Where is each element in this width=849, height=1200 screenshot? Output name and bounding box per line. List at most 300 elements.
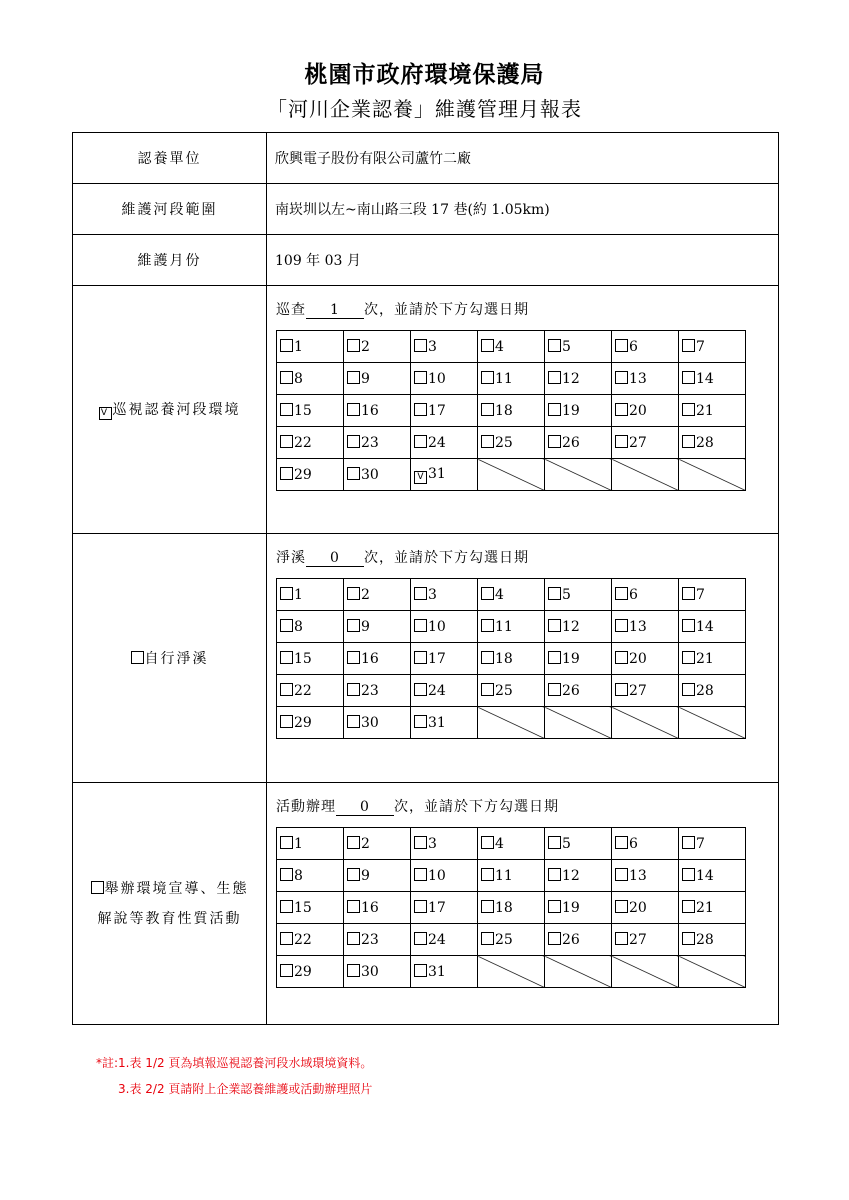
date-cell[interactable] [277, 924, 344, 956]
date-label: 19 [562, 402, 580, 419]
date-label: 27 [629, 434, 647, 451]
date-cell[interactable] [478, 363, 545, 395]
date-label: 14 [696, 618, 714, 635]
date-checkbox[interactable] [682, 371, 695, 384]
date-checkbox[interactable] [280, 339, 293, 352]
date-row [277, 924, 746, 956]
date-cell[interactable] [478, 611, 545, 643]
date-cell[interactable] [545, 395, 612, 427]
date-checkbox[interactable] [280, 715, 293, 728]
date-checkbox[interactable] [682, 683, 695, 696]
date-checkbox[interactable] [280, 900, 293, 913]
cleanup-count[interactable]: 0 [306, 551, 364, 567]
date-checkbox[interactable] [615, 932, 628, 945]
date-label: 9 [361, 370, 370, 387]
date-cell[interactable] [612, 579, 679, 611]
date-checkbox[interactable]: V [414, 471, 427, 484]
date-checkbox[interactable] [414, 339, 427, 352]
date-cell[interactable] [277, 675, 344, 707]
cleanup-label [73, 534, 267, 783]
date-checkbox[interactable] [548, 900, 561, 913]
date-label: 8 [294, 370, 303, 387]
date-checkbox[interactable] [548, 435, 561, 448]
date-cell[interactable] [411, 924, 478, 956]
date-cell[interactable] [612, 924, 679, 956]
date-checkbox[interactable] [548, 836, 561, 849]
date-label: 2 [361, 586, 370, 603]
date-cell[interactable] [679, 363, 746, 395]
date-cell[interactable] [545, 675, 612, 707]
date-checkbox[interactable] [548, 403, 561, 416]
date-cell[interactable] [545, 924, 612, 956]
cleanup-checkbox[interactable] [131, 651, 144, 664]
cleanup-dates-cell [267, 534, 779, 783]
date-cell[interactable] [344, 459, 411, 491]
date-checkbox[interactable] [347, 900, 360, 913]
date-checkbox[interactable] [548, 587, 561, 600]
date-cell[interactable] [344, 579, 411, 611]
date-label: 31 [428, 465, 446, 482]
date-label: 13 [629, 370, 647, 387]
date-cell[interactable] [545, 611, 612, 643]
date-checkbox[interactable] [280, 836, 293, 849]
date-cell[interactable] [411, 331, 478, 363]
date-checkbox[interactable] [481, 587, 494, 600]
cleanup-header-suffix: 次，並請於下方勾選日期 [364, 550, 529, 566]
date-checkbox[interactable] [347, 435, 360, 448]
date-checkbox[interactable] [615, 619, 628, 632]
date-checkbox[interactable] [682, 651, 695, 664]
date-checkbox[interactable] [280, 651, 293, 664]
date-label: 30 [361, 466, 379, 483]
date-cell[interactable] [612, 892, 679, 924]
activity-count[interactable]: 0 [336, 800, 394, 816]
date-checkbox[interactable] [481, 403, 494, 416]
date-label: 28 [696, 682, 714, 699]
date-cell[interactable] [344, 363, 411, 395]
date-cell[interactable] [344, 675, 411, 707]
date-checkbox[interactable] [347, 964, 360, 977]
date-label: 21 [696, 402, 714, 419]
date-cell[interactable] [478, 643, 545, 675]
date-checkbox[interactable] [414, 651, 427, 664]
date-label: 10 [428, 618, 446, 635]
date-cell[interactable] [344, 828, 411, 860]
empty-date-cell [679, 459, 746, 491]
date-checkbox[interactable] [481, 619, 494, 632]
date-cell[interactable] [679, 611, 746, 643]
patrol-count[interactable]: 1 [306, 303, 364, 319]
date-cell[interactable] [411, 892, 478, 924]
date-cell[interactable] [277, 363, 344, 395]
date-label: 21 [696, 650, 714, 667]
date-checkbox[interactable] [615, 587, 628, 600]
date-cell[interactable] [411, 363, 478, 395]
date-label: 23 [361, 434, 379, 451]
date-checkbox[interactable] [682, 932, 695, 945]
date-cell[interactable] [612, 611, 679, 643]
date-label: 12 [562, 370, 580, 387]
date-cell[interactable] [277, 331, 344, 363]
date-row [277, 828, 746, 860]
date-checkbox[interactable] [615, 868, 628, 881]
date-cell[interactable] [411, 643, 478, 675]
date-label: 20 [629, 899, 647, 916]
date-cell[interactable] [545, 331, 612, 363]
date-label: 15 [294, 899, 312, 916]
date-cell[interactable] [679, 675, 746, 707]
date-cell[interactable] [478, 427, 545, 459]
date-row [277, 643, 746, 675]
range-row [73, 184, 779, 235]
date-checkbox[interactable] [481, 836, 494, 849]
date-cell[interactable] [277, 579, 344, 611]
date-cell[interactable] [545, 860, 612, 892]
date-checkbox[interactable] [682, 587, 695, 600]
date-checkbox[interactable] [280, 587, 293, 600]
date-cell[interactable] [545, 579, 612, 611]
date-label: 18 [495, 650, 513, 667]
date-cell[interactable] [411, 675, 478, 707]
empty-date-cell [478, 459, 545, 491]
date-cell[interactable] [679, 828, 746, 860]
date-label: 21 [696, 899, 714, 916]
date-checkbox[interactable] [347, 371, 360, 384]
date-checkbox[interactable] [481, 900, 494, 913]
patrol-dates-cell [267, 286, 779, 534]
date-cell[interactable] [612, 643, 679, 675]
date-label: 17 [428, 650, 446, 667]
date-cell[interactable] [478, 395, 545, 427]
month-label: 維護月份 [73, 235, 267, 286]
date-checkbox[interactable] [414, 435, 427, 448]
date-checkbox[interactable] [280, 371, 293, 384]
date-label: 20 [629, 650, 647, 667]
date-cell[interactable] [344, 707, 411, 739]
activity-dates-cell [267, 783, 779, 1025]
date-cell[interactable] [478, 860, 545, 892]
date-cell[interactable] [411, 395, 478, 427]
date-label: 17 [428, 402, 446, 419]
date-checkbox[interactable] [347, 467, 360, 480]
date-label: 11 [495, 370, 513, 387]
date-cell[interactable] [277, 828, 344, 860]
date-cell[interactable] [277, 956, 344, 988]
date-cell[interactable] [344, 331, 411, 363]
date-checkbox[interactable] [414, 587, 427, 600]
date-checkbox[interactable] [481, 683, 494, 696]
patrol-header-prefix: 巡查 [276, 302, 306, 318]
date-checkbox[interactable] [280, 868, 293, 881]
date-row [277, 427, 746, 459]
cleanup-section [73, 534, 779, 783]
date-cell[interactable] [344, 924, 411, 956]
date-checkbox[interactable] [414, 403, 427, 416]
date-checkbox[interactable] [481, 868, 494, 881]
date-checkbox[interactable] [414, 371, 427, 384]
date-checkbox[interactable] [347, 651, 360, 664]
date-label: 9 [361, 618, 370, 635]
date-label: 16 [361, 899, 379, 916]
patrol-header-suffix: 次，並請於下方勾選日期 [364, 302, 529, 318]
date-checkbox[interactable] [615, 435, 628, 448]
date-label: 4 [495, 835, 504, 852]
date-checkbox[interactable] [280, 467, 293, 480]
date-cell[interactable] [679, 395, 746, 427]
date-label: 28 [696, 931, 714, 948]
date-label: 3 [428, 338, 437, 355]
date-cell[interactable] [344, 427, 411, 459]
activity-header-suffix: 次，並請於下方勾選日期 [394, 799, 559, 815]
patrol-checkbox[interactable]: V [99, 407, 112, 420]
date-checkbox[interactable] [347, 715, 360, 728]
date-cell[interactable] [545, 643, 612, 675]
date-checkbox[interactable] [414, 932, 427, 945]
page-subtitle: 「河川企業認養」維護管理月報表 [267, 97, 582, 121]
date-checkbox[interactable] [615, 683, 628, 696]
month-value[interactable]: 109 年 03 月 [267, 235, 779, 286]
date-checkbox[interactable] [615, 371, 628, 384]
date-checkbox[interactable] [414, 619, 427, 632]
empty-date-cell [612, 956, 679, 988]
date-checkbox[interactable] [548, 371, 561, 384]
date-cell[interactable] [545, 427, 612, 459]
date-cell[interactable] [478, 892, 545, 924]
date-checkbox[interactable] [481, 339, 494, 352]
date-cell[interactable] [344, 860, 411, 892]
date-label: 12 [562, 618, 580, 635]
date-label: 17 [428, 899, 446, 916]
date-checkbox[interactable] [682, 868, 695, 881]
date-label: 31 [428, 963, 446, 980]
date-checkbox[interactable] [548, 619, 561, 632]
date-cell[interactable] [344, 611, 411, 643]
date-checkbox[interactable] [280, 964, 293, 977]
date-label: 31 [428, 714, 446, 731]
date-cell[interactable] [545, 892, 612, 924]
date-cell[interactable] [277, 707, 344, 739]
date-cell[interactable] [411, 427, 478, 459]
date-checkbox[interactable] [347, 619, 360, 632]
date-cell[interactable] [411, 459, 478, 491]
date-checkbox[interactable] [347, 587, 360, 600]
date-checkbox[interactable] [615, 900, 628, 913]
date-cell[interactable] [612, 363, 679, 395]
date-label: 7 [696, 338, 705, 355]
date-cell[interactable] [344, 395, 411, 427]
date-checkbox[interactable] [548, 339, 561, 352]
date-checkbox[interactable] [548, 868, 561, 881]
date-label: 29 [294, 963, 312, 980]
date-cell[interactable] [679, 643, 746, 675]
date-checkbox[interactable] [682, 403, 695, 416]
date-label: 1 [294, 835, 303, 852]
date-label: 7 [696, 835, 705, 852]
date-label: 15 [294, 402, 312, 419]
date-checkbox[interactable] [682, 836, 695, 849]
date-checkbox[interactable] [682, 435, 695, 448]
date-checkbox[interactable] [280, 683, 293, 696]
date-checkbox[interactable] [280, 435, 293, 448]
date-checkbox[interactable] [347, 868, 360, 881]
date-label: 24 [428, 434, 446, 451]
date-label: 3 [428, 586, 437, 603]
date-label: 26 [562, 682, 580, 699]
date-label: 20 [629, 402, 647, 419]
date-checkbox[interactable] [548, 651, 561, 664]
date-label: 2 [361, 338, 370, 355]
empty-date-cell [679, 707, 746, 739]
date-row [277, 675, 746, 707]
date-checkbox[interactable] [481, 932, 494, 945]
date-checkbox[interactable] [615, 836, 628, 849]
date-checkbox[interactable] [682, 900, 695, 913]
date-cell[interactable] [478, 579, 545, 611]
date-cell[interactable] [277, 611, 344, 643]
date-cell[interactable] [545, 828, 612, 860]
date-row [277, 395, 746, 427]
date-checkbox[interactable] [615, 651, 628, 664]
date-label: 22 [294, 434, 312, 451]
date-cell[interactable] [344, 956, 411, 988]
date-label: 28 [696, 434, 714, 451]
date-checkbox[interactable] [615, 339, 628, 352]
date-cell[interactable] [277, 643, 344, 675]
date-cell[interactable] [277, 427, 344, 459]
date-cell[interactable] [411, 707, 478, 739]
note-1: *註:1.表 1/2 頁為填報巡視認養河段水域環境資料。 [96, 1056, 373, 1070]
empty-date-cell [478, 707, 545, 739]
date-label: 8 [294, 618, 303, 635]
date-label: 25 [495, 434, 513, 451]
date-cell[interactable] [411, 956, 478, 988]
notes [96, 1050, 372, 1102]
date-checkbox[interactable] [481, 371, 494, 384]
date-checkbox[interactable] [481, 651, 494, 664]
date-checkbox[interactable] [280, 932, 293, 945]
date-checkbox[interactable] [615, 403, 628, 416]
patrol-label [73, 286, 267, 534]
date-checkbox[interactable] [414, 868, 427, 881]
date-cell[interactable] [679, 579, 746, 611]
date-checkbox[interactable] [414, 964, 427, 977]
date-cell[interactable] [679, 427, 746, 459]
date-cell[interactable] [411, 860, 478, 892]
date-cell[interactable] [478, 828, 545, 860]
date-checkbox[interactable] [481, 435, 494, 448]
date-cell[interactable] [478, 924, 545, 956]
date-checkbox[interactable] [347, 932, 360, 945]
date-cell[interactable] [679, 924, 746, 956]
date-checkbox[interactable] [347, 339, 360, 352]
date-cell[interactable] [411, 828, 478, 860]
date-cell[interactable] [344, 892, 411, 924]
date-checkbox[interactable] [414, 836, 427, 849]
date-checkbox[interactable] [414, 683, 427, 696]
date-label: 16 [361, 402, 379, 419]
date-cell[interactable] [277, 860, 344, 892]
date-label: 2 [361, 835, 370, 852]
unit-label: 認養單位 [73, 133, 267, 184]
date-cell[interactable] [612, 675, 679, 707]
activity-label [73, 783, 267, 1025]
date-label: 5 [562, 835, 571, 852]
date-checkbox[interactable] [548, 932, 561, 945]
activity-label-line2: 解說等教育性質活動 [97, 910, 242, 927]
date-grid [276, 330, 746, 491]
date-label: 1 [294, 338, 303, 355]
activity-label-line1: 舉辦環境宣導、生態 [104, 880, 249, 897]
date-cell[interactable] [612, 828, 679, 860]
date-cell[interactable] [679, 860, 746, 892]
empty-date-cell [478, 956, 545, 988]
date-cell[interactable] [411, 611, 478, 643]
date-cell[interactable] [612, 395, 679, 427]
date-label: 10 [428, 370, 446, 387]
date-cell[interactable] [545, 363, 612, 395]
empty-date-cell [679, 956, 746, 988]
cleanup-header-prefix: 淨溪 [276, 550, 306, 566]
date-cell[interactable] [277, 459, 344, 491]
unit-value[interactable]: 欣興電子股份有限公司蘆竹二廠 [267, 133, 779, 184]
date-label: 27 [629, 931, 647, 948]
date-cell[interactable] [277, 892, 344, 924]
date-cell[interactable] [478, 675, 545, 707]
date-checkbox[interactable] [347, 683, 360, 696]
date-checkbox[interactable] [347, 836, 360, 849]
date-label: 29 [294, 466, 312, 483]
date-label: 27 [629, 682, 647, 699]
date-checkbox[interactable] [414, 900, 427, 913]
date-cell[interactable] [411, 579, 478, 611]
range-value[interactable]: 南崁圳以左~南山路三段 17 巷(約 1.05km) [267, 184, 779, 235]
date-label: 22 [294, 682, 312, 699]
date-label: 4 [495, 338, 504, 355]
date-checkbox[interactable] [682, 619, 695, 632]
activity-header [276, 796, 559, 816]
date-label: 6 [629, 835, 638, 852]
date-cell[interactable] [478, 331, 545, 363]
date-label: 11 [495, 618, 513, 635]
date-checkbox[interactable] [682, 339, 695, 352]
date-checkbox[interactable] [280, 619, 293, 632]
date-cell[interactable] [612, 860, 679, 892]
date-label: 23 [361, 931, 379, 948]
patrol-section [73, 286, 779, 534]
date-checkbox[interactable] [280, 403, 293, 416]
date-label: 12 [562, 867, 580, 884]
date-checkbox[interactable] [414, 715, 427, 728]
date-row [277, 707, 746, 739]
date-label: 7 [696, 586, 705, 603]
date-checkbox[interactable] [548, 683, 561, 696]
date-cell[interactable] [344, 643, 411, 675]
date-checkbox[interactable] [347, 403, 360, 416]
date-label: 15 [294, 650, 312, 667]
date-label: 6 [629, 338, 638, 355]
date-cell[interactable] [679, 892, 746, 924]
date-cell[interactable] [277, 395, 344, 427]
date-row [277, 459, 746, 491]
date-label: 16 [361, 650, 379, 667]
date-cell[interactable] [612, 427, 679, 459]
date-label: 9 [361, 867, 370, 884]
date-label: 19 [562, 899, 580, 916]
date-cell[interactable] [612, 331, 679, 363]
activity-checkbox[interactable] [91, 881, 104, 894]
date-row [277, 331, 746, 363]
date-cell[interactable] [679, 331, 746, 363]
